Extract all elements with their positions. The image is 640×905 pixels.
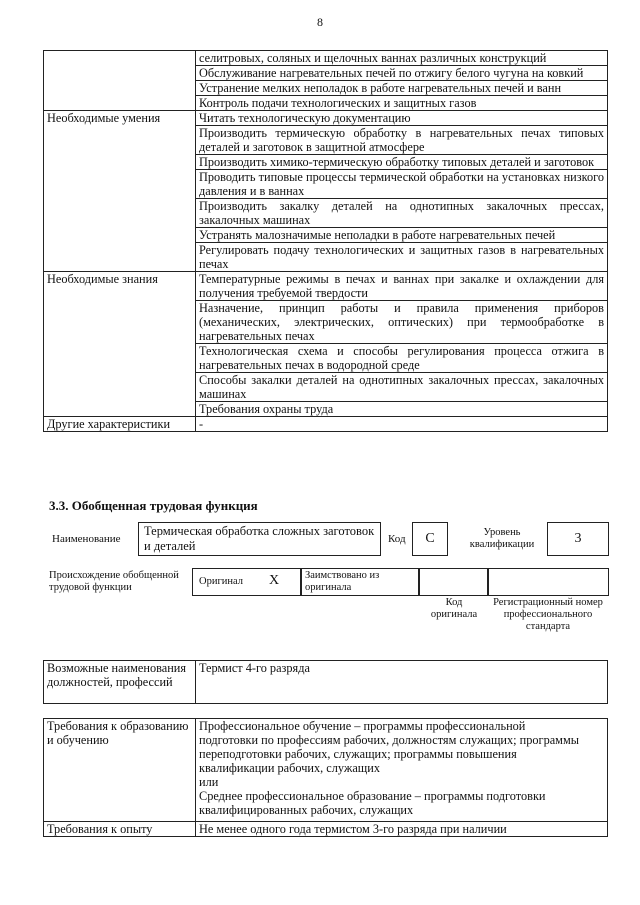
name-value-box <box>138 522 381 556</box>
section-title: 3.3. Обобщенная трудовая функция <box>49 498 258 513</box>
table-row <box>44 155 608 170</box>
row-category <box>44 228 196 243</box>
name-label: Наименование <box>52 533 121 545</box>
reg-number-box <box>487 568 609 596</box>
row-description: Технологическая схема и способы регулирования процесса отжига в нагревательных печах в водородной среде <box>196 344 608 373</box>
code-label: Код <box>388 533 406 545</box>
table-row <box>44 170 608 199</box>
table-row <box>44 373 608 402</box>
education-line: квалифицированных рабочих, служащих <box>199 803 414 817</box>
table-row <box>44 417 608 432</box>
row-description: селитровых, соляных и щелочных ваннах различных конструкций <box>196 51 608 66</box>
row-description: Назначение, принцип работы и правила применения приборов (механических, электрических, оптических) при термообработке в нагревательных печах <box>196 301 608 344</box>
row-category: Другие характеристики <box>44 417 196 432</box>
row-category <box>44 373 196 402</box>
name-value: Термическая обработка сложных заготовок и деталей <box>144 524 375 553</box>
row-category <box>44 66 196 81</box>
level-value: 3 <box>574 531 582 546</box>
row-category <box>44 170 196 199</box>
row-description: Производить термическую обработку в нагревательных печах типовых деталей и заготовок в защитной атмосфере <box>196 126 608 155</box>
education-line: или <box>199 775 219 789</box>
education-line: квалификации рабочих, служащих <box>199 761 381 775</box>
table-row <box>44 96 608 111</box>
original-box <box>192 568 302 596</box>
positions-table <box>43 660 608 704</box>
table-row <box>44 228 608 243</box>
code-caption: Код оригинала <box>430 597 478 620</box>
row-category <box>44 81 196 96</box>
requirements-table <box>43 718 608 837</box>
row-category <box>44 243 196 272</box>
original-code-box <box>418 568 489 596</box>
row-category <box>44 199 196 228</box>
row-description: - <box>196 417 608 432</box>
row-category <box>44 155 196 170</box>
table-row <box>44 51 608 66</box>
education-label: Требования к образованию и обучению <box>44 719 196 822</box>
table-row <box>44 301 608 344</box>
row-description: Способы закалки деталей на однотипных закалочных прессах, закалочных машинах <box>196 373 608 402</box>
row-description: Производить химико-термическую обработку типовых деталей и заготовок <box>196 155 608 170</box>
positions-label: Возможные наименования должностей, профессий <box>44 661 196 704</box>
row-category: Необходимые знания <box>44 272 196 301</box>
row-description: Регулировать подачу технологических и защитных газов в нагревательных печах <box>196 243 608 272</box>
origin-label: Происхождение обобщенной трудовой функции <box>49 570 179 593</box>
row-description: Обслуживание нагревательных печей по отжигу белого чугуна на ковкий <box>196 66 608 81</box>
education-line: переподготовки рабочих, служащих; программы повышения <box>199 747 517 761</box>
positions-value: Термист 4-го разряда <box>196 661 608 704</box>
skills-knowledge-table <box>43 50 608 432</box>
row-description: Читать технологическую документацию <box>196 111 608 126</box>
row-category: Необходимые умения <box>44 111 196 126</box>
page-number: 8 <box>317 15 323 29</box>
table-row <box>44 66 608 81</box>
table-row <box>44 81 608 96</box>
code-value-box <box>412 522 448 556</box>
row-description: Контроль подачи технологических и защитных газов <box>196 96 608 111</box>
row-description: Температурные режимы в печах и ваннах при закалке и охлаждении для получения требуемой твердости <box>196 272 608 301</box>
borrowed-label: Заимствовано из оригинала <box>305 570 380 593</box>
table-row <box>44 402 608 417</box>
code-value: C <box>425 531 435 546</box>
experience-value: Не менее одного года термистом 3-го разряда при наличии <box>196 822 608 837</box>
table-row <box>44 344 608 373</box>
table-row <box>44 126 608 155</box>
row-category <box>44 51 196 66</box>
row-category <box>44 301 196 344</box>
reg-caption: Регистрационный номер профессионального стандарта <box>493 597 603 632</box>
row-description: Устранять малозначимые неполадки в работе нагревательных печей <box>196 228 608 243</box>
row-category <box>44 126 196 155</box>
original-mark: X <box>269 573 280 588</box>
education-value <box>196 719 608 822</box>
row-description: Производить закалку деталей на однотипных закалочных прессах, закалочных машинах <box>196 199 608 228</box>
table-row <box>44 111 608 126</box>
education-line: подготовки по профессиям рабочих, должностям служащих; программы <box>199 733 579 747</box>
table-row <box>44 243 608 272</box>
row-description: Устранение мелких неполадок в работе нагревательных печей и ванн <box>196 81 608 96</box>
row-category <box>44 402 196 417</box>
level-label: Уровень квалификации <box>469 527 535 550</box>
table-row <box>44 272 608 301</box>
education-line: Среднее профессиональное образование – программы подготовки <box>199 789 546 803</box>
level-value-box <box>547 522 609 556</box>
row-category <box>44 96 196 111</box>
experience-label: Требования к опыту <box>44 822 196 837</box>
row-description: Проводить типовые процессы термической обработки на установках низкого давления и в ваннах <box>196 170 608 199</box>
row-description: Требования охраны труда <box>196 402 608 417</box>
borrowed-box <box>300 568 420 596</box>
original-label: Оригинал <box>199 576 243 587</box>
table-row <box>44 199 608 228</box>
row-category <box>44 344 196 373</box>
education-line: Профессиональное обучение – программы профессиональной <box>199 719 526 733</box>
